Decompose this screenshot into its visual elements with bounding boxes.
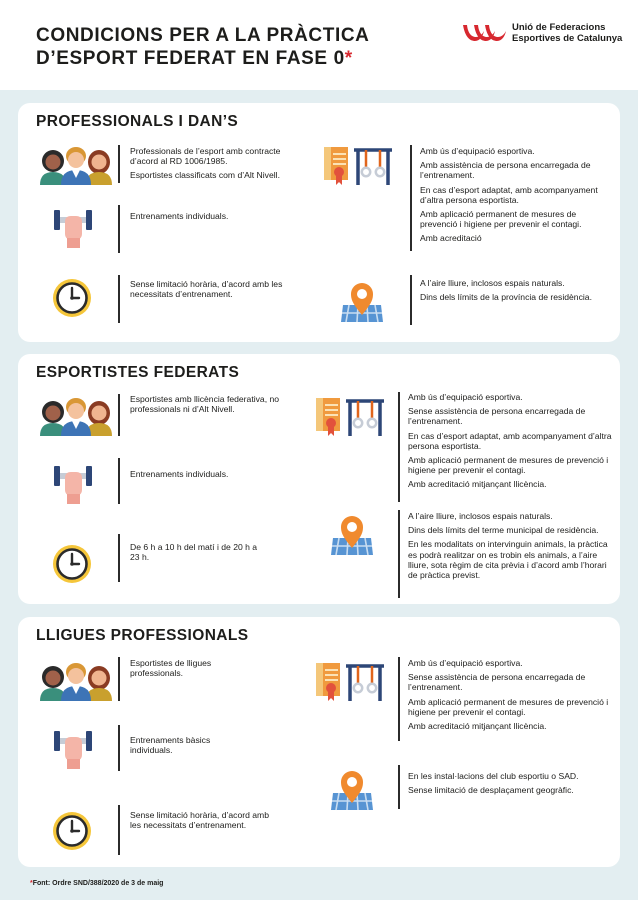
equipment-item: Amb aplicació permanent de mesures de prevenció i higiene per prevenir el contagi. <box>420 209 582 230</box>
divider <box>118 657 120 701</box>
equipment-list <box>408 658 612 735</box>
divider <box>118 205 120 253</box>
ufec-logo <box>462 22 622 44</box>
footer-source <box>30 880 163 887</box>
equipment-icon <box>314 661 386 703</box>
logo-text <box>512 22 622 44</box>
dumbbell-icon <box>52 208 94 248</box>
equipment-item: Amb aplicació permanent de mesures de prevenció i higiene per prevenir el contagi. <box>408 696 609 717</box>
divider <box>118 394 120 436</box>
who-item: Esportistes classificats com d’Alt Nivell. <box>130 170 280 181</box>
clock-icon <box>52 544 92 584</box>
footer-text: Font: Ordre SND/388/2020 de 3 de maig <box>32 880 164 887</box>
who-item: Esportistes de lligues professionals. <box>130 658 212 679</box>
place-item: Sense limitació de desplaçament geogràfic. <box>408 785 574 796</box>
footer-star: * <box>30 880 33 887</box>
title-star: * <box>344 48 353 69</box>
clock-icon <box>52 811 92 851</box>
logo-line-1: Unió de Federacions <box>512 22 606 33</box>
schedule-list <box>130 810 270 834</box>
training-list <box>130 211 300 225</box>
equipment-list <box>420 146 612 248</box>
equipment-item: En cas d’esport adaptat, amb acompanyament d’altra persona esportista. <box>408 430 612 451</box>
page-title <box>36 24 369 70</box>
place-item: En les instal·lacions del club esportiu o SAD. <box>408 771 579 781</box>
training-list <box>130 735 240 759</box>
divider <box>398 765 400 809</box>
place-item: Dins dels límits del terme municipal de residència. <box>408 525 599 536</box>
divider <box>118 805 120 855</box>
dumbbell-icon <box>52 729 94 769</box>
divider <box>410 145 412 251</box>
divider <box>118 534 120 582</box>
equipment-icon <box>322 145 394 187</box>
section-title: LLIGUES PROFESSIONALS <box>36 627 249 644</box>
header <box>0 0 638 90</box>
training-item: Entrenaments bàsics individuals. <box>130 735 211 756</box>
who-list <box>130 394 300 418</box>
divider <box>398 392 400 502</box>
equipment-list <box>408 392 612 494</box>
training-list <box>130 469 300 483</box>
place-item: A l’aire lliure, inclosos espais naturals. <box>420 278 565 288</box>
ufec-logo-icon <box>462 22 506 44</box>
title-line-1: CONDICIONS PER A LA PRÀCTICA <box>36 25 370 46</box>
people-icon <box>38 661 114 701</box>
section-title: PROFESSIONALS I DAN’S <box>36 113 239 130</box>
who-item: Esportistes amb llicència federativa, no professionals ni d’Alt Nivell. <box>130 394 280 415</box>
people-icon <box>38 145 114 185</box>
who-list <box>130 146 300 185</box>
schedule-list <box>130 542 260 566</box>
equipment-item: Amb aplicació permanent de mesures de prevenció i higiene per prevenir el contagi. <box>408 455 609 476</box>
map-pin-icon <box>330 769 374 811</box>
title-line-2 <box>36 47 369 70</box>
equipment-item: Amb ús d’equipació esportiva. <box>408 658 523 668</box>
divider <box>398 510 400 598</box>
map-pin-icon <box>340 281 384 323</box>
place-list <box>408 511 614 584</box>
equipment-item: Amb acreditació mitjançant llicència. <box>408 721 547 732</box>
schedule-item: Sense limitació horària, d’acord amb les necessitats d’entrenament. <box>130 279 283 300</box>
divider <box>118 458 120 504</box>
who-item: Professionals de l’esport amb contracte d’acord al RD 1006/1985. <box>130 146 281 167</box>
schedule-list <box>130 279 290 303</box>
training-item: Entrenaments individuals. <box>130 469 229 479</box>
map-pin-icon <box>330 514 374 556</box>
schedule-item: De 6 h a 10 h del matí i de 20 h a 23 h. <box>130 542 258 563</box>
schedule-item: Sense limitació horària, d’acord amb les necessitats d’entrenament. <box>130 810 269 831</box>
equipment-item: Amb ús d’equipació esportiva. <box>408 392 523 402</box>
section-lligues-professionals <box>18 617 620 867</box>
equipment-item: Sense assistència de persona encarregada de l’entrenament. <box>408 672 586 693</box>
place-item: En les modalitats on intervinguin animals, la pràctica es podrà realitzar on es trobin els animals, a l’aire lliure, sota règim de cita prèvia i d’acord amb l’horari de pràctica previst. <box>408 539 608 581</box>
training-item: Entrenaments individuals. <box>130 211 229 221</box>
people-icon <box>38 396 114 436</box>
title-line-2-text: D’ESPORT FEDERAT EN FASE 0 <box>36 48 345 69</box>
divider <box>118 725 120 771</box>
section-professionals-dans <box>18 103 620 342</box>
divider <box>118 275 120 323</box>
place-list <box>420 278 600 306</box>
equipment-item: Amb ús d’equipació esportiva. <box>420 146 535 156</box>
equipment-item: Amb acreditació mitjançant llicència. <box>408 479 547 490</box>
place-item: Dins dels límits de la província de residència. <box>420 292 592 303</box>
divider <box>398 657 400 741</box>
equipment-item: Sense assistència de persona encarregada de l’entrenament. <box>408 406 586 427</box>
who-list <box>130 658 260 682</box>
section-esportistes-federats <box>18 354 620 604</box>
place-item: A l’aire lliure, inclosos espais naturals. <box>408 511 553 521</box>
section-title: ESPORTISTES FEDERATS <box>36 364 240 381</box>
equipment-item: En cas d’esport adaptat, amb acompanyament d’altra persona esportista. <box>420 184 598 205</box>
place-list <box>408 771 612 799</box>
divider <box>118 145 120 183</box>
dumbbell-icon <box>52 464 94 504</box>
equipment-item: Amb acreditació <box>420 233 482 244</box>
clock-icon <box>52 278 92 318</box>
equipment-item: Amb assistència de persona encarregada de l’entrenament. <box>420 160 591 181</box>
logo-line-2: Esportives de Catalunya <box>512 33 623 44</box>
equipment-icon <box>314 396 386 438</box>
divider <box>410 275 412 325</box>
